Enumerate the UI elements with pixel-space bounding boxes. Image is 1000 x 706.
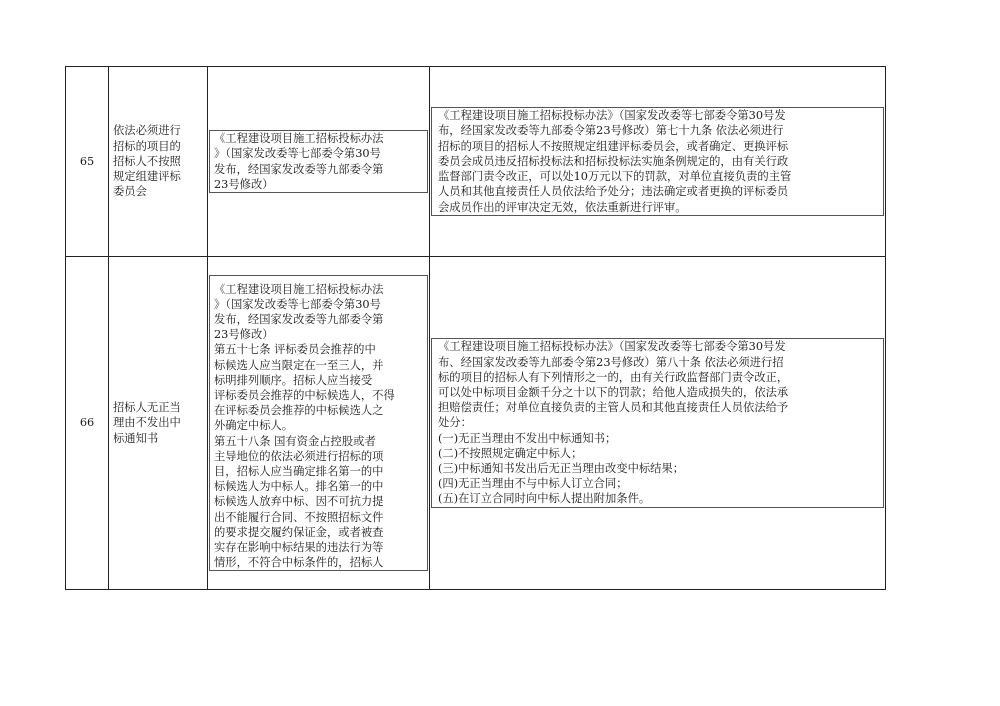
legal-basis-line: 情形，不符合中标条件的，招标人 [214, 556, 384, 570]
penalty-line: 会成员作出的评审决定无效，依法重新进行评审。 [438, 200, 687, 214]
legal-basis-line: 在评标委员会推荐的中标候选人之 [214, 404, 384, 418]
legal-basis-line: 评标委员会推荐的中标候选人，不得 [214, 388, 395, 402]
legal-basis-line: 外确定中标人。 [214, 419, 294, 433]
table-row [66, 67, 886, 257]
legal-basis-line: 23号修改） [214, 328, 274, 342]
penalty-line: 《工程建设项目施工招标投标办法》（国家发改委等七部委令第30号发 [438, 109, 786, 123]
legal-basis-line: 标候选人放弃中标、因不可抗力提 [214, 495, 384, 509]
legal-basis-line: 标明排列顺序。招标人应当接受 [214, 373, 373, 387]
penalty-line: 布、经国家发改委等九部委令第23号修改）第八十条 依法必须进行招 [438, 355, 784, 369]
legal-basis-line: 发布，经国家发改委等九部委令第 [214, 312, 384, 326]
legal-basis-line: 《工程建设项目施工招标投标办法 [214, 282, 384, 296]
legal-basis-line: 实存在影响中标结果的违法行为等 [214, 541, 384, 555]
legal-basis-line: 标候选人应当限定在一至三人，并 [214, 358, 384, 372]
penalty-line: 标的项目的招标人有下列情形之一的，由有关行政监督部门责令改正， [438, 370, 789, 384]
legal-basis-line: 发布，经国家发改委等九部委令第 [214, 162, 384, 176]
penalty-box [431, 338, 884, 507]
table-row [66, 257, 886, 590]
row-number: 65 [66, 67, 109, 257]
legal-basis-line: 第五十八条 国有资金占控股或者 [214, 434, 376, 448]
violation-item-line: 标通知书 [113, 431, 159, 445]
legal-basis-line: 》（国家发改委等七部委令第30号 [214, 297, 381, 311]
penalty-line: 《工程建设项目施工招标投标办法》（国家发改委等七部委令第30号发 [438, 340, 786, 354]
legal-basis-line: 标候选人为中标人。排名第一的中 [214, 480, 384, 494]
law-table [65, 66, 886, 590]
penalty-line: 处分： [438, 416, 472, 430]
legal-basis-line: 23号修改） [214, 177, 274, 191]
penalty-line: (五)在订立合同时向中标人提出附加条件。 [438, 492, 651, 506]
violation-item-line: 规定组建评标 [113, 170, 181, 184]
legal-basis-line: 主导地位的依法必须进行招标的项 [214, 449, 384, 463]
penalty-cell [430, 257, 886, 590]
legal-basis-box [209, 275, 428, 572]
penalty-line: 招标的项目的招标人不按照规定组建评标委员会，或者确定、更换评标 [438, 139, 789, 153]
penalty-line: 布，经国家发改委等九部委令第23号修改）第七十九条 依法必须进行 [438, 124, 784, 138]
penalty-line: (四)无正当理由不与中标人订立合同； [438, 477, 628, 491]
legal-basis-cell [208, 67, 430, 257]
legal-basis-box [209, 130, 428, 193]
violation-item-line: 委员会 [113, 185, 147, 199]
penalty-line: (三)中标通知书发出后无正当理由改变中标结果； [438, 462, 685, 475]
violation-item-line: 招标人不按照 [113, 154, 181, 168]
penalty-line: 人员和其他直接责任人员依法给予处分；违法确定或者更换的评标委员 [438, 185, 789, 199]
violation-item-line: 招标人无正当 [113, 401, 181, 415]
legal-basis-cell [208, 257, 430, 590]
row-number: 66 [66, 257, 109, 590]
penalty-line: 监督部门责令改正，可以处10万元以下的罚款，对单位直接负责的主管 [438, 170, 792, 184]
penalty-cell [430, 67, 886, 257]
violation-item-cell [109, 67, 208, 257]
penalty-line: (一)无正当理由不发出中标通知书； [438, 431, 617, 445]
penalty-line: (二)不按照规定确定中标人； [438, 446, 583, 460]
violation-item-cell [109, 257, 208, 590]
legal-basis-line: 出不能履行合同、不按照招标文件 [214, 510, 384, 524]
legal-basis-line: 第五十七条 评标委员会推荐的中 [214, 343, 376, 357]
legal-basis-line: 目，招标人应当确定排名第一的中 [214, 465, 384, 478]
violation-item-line: 依法必须进行 [113, 124, 181, 138]
legal-basis-line: 的要求提交履约保证金，或者被查 [214, 525, 384, 539]
penalty-line: 委员会成员违反招标投标法和招标投标法实施条例规定的，由有关行政 [438, 154, 789, 168]
penalty-line: 可以处中标项目金额千分之十以下的罚款；给他人造成损失的，依法承 [438, 385, 789, 399]
violation-item-line: 理由不发出中 [113, 416, 181, 430]
legal-basis-line: 《工程建设项目施工招标投标办法 [214, 132, 384, 146]
penalty-box [431, 107, 884, 215]
penalty-line: 担赔偿责任；对单位直接负责的主管人员和其他直接责任人员依法给予 [438, 401, 789, 415]
violation-item-line: 招标的项目的 [113, 139, 181, 153]
legal-basis-line: 》（国家发改委等七部委令第30号 [214, 147, 381, 161]
